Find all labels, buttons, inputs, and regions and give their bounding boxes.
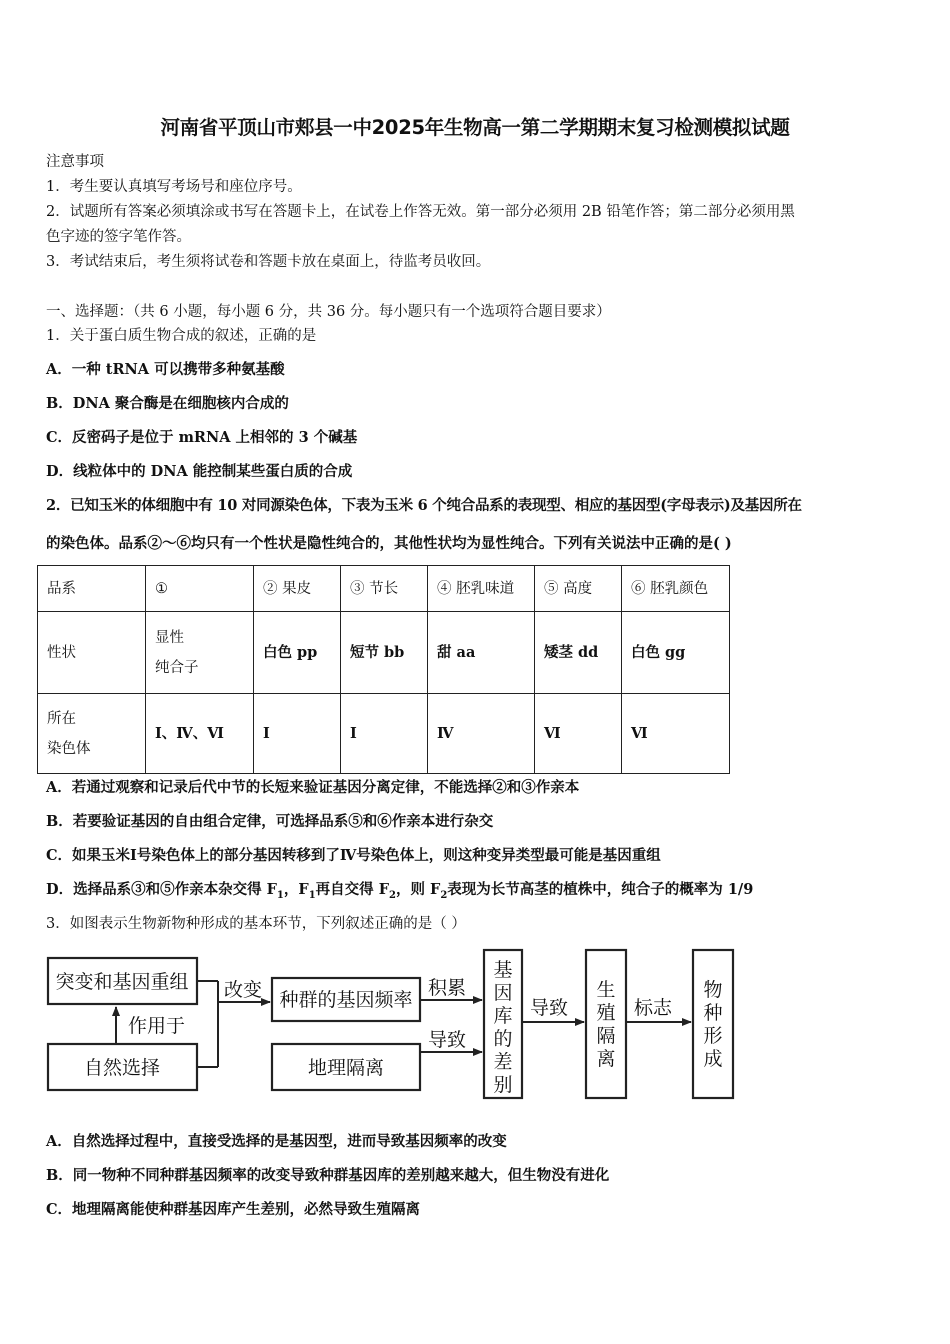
label-accumulate: 积累 [428, 977, 467, 999]
table-header-cell: ④ 胚乳味道 [428, 566, 535, 612]
q1-option-b: B．DNA 聚合酶是在细胞核内合成的 [46, 395, 289, 412]
table-header-cell: ① [146, 566, 254, 612]
table-cell: Ⅳ [428, 694, 535, 774]
notice-item: 3．考试结束后，考生须将试卷和答题卡放在桌面上，待监考员收回。 [46, 254, 491, 270]
table-cell: I [254, 694, 341, 774]
table-header-cell: ③ 节长 [341, 566, 428, 612]
gene-pool-char: 的 [493, 1028, 513, 1050]
repro-char: 隔 [596, 1025, 616, 1047]
q2-option-a: A．若通过观察和记录后代中节的长短来验证基因分离定律，不能选择②和③作亲本 [46, 779, 580, 796]
q2-stem-line2: 的染色体。品系②～⑥均只有一个性状是隐性纯合的，其他性状均为显性纯合。下列有关说法中正确的是( ) [46, 535, 732, 552]
q3-option-a: A．自然选择过程中，直接受选择的是基因型，进而导致基因频率的改变 [46, 1133, 507, 1150]
notice-item: 1．考生要认真填写考场号和座位序号。 [46, 179, 302, 195]
table-cell: 白色 pp [254, 612, 341, 694]
q1-option-a: A．一种 tRNA 可以携带多种氨基酸 [46, 361, 285, 378]
table-cell: I [341, 694, 428, 774]
q1-option-c: C．反密码子是位于 mRNA 上相邻的 3 个碱基 [46, 429, 358, 446]
label-cause-1: 导致 [428, 1029, 467, 1051]
table-cell: Ⅵ [622, 694, 730, 774]
table-cell: 性状 [38, 612, 146, 694]
notice-item: 2．试题所有答案必须填涂或书写在答题卡上，在试卷上作答无效。第一部分必须用 2B 铅笔作答；第二部分必须用黑 [46, 204, 795, 220]
label-cause-2: 导致 [530, 997, 569, 1019]
repro-char: 离 [596, 1048, 616, 1070]
species-char: 物 [703, 979, 723, 1001]
gene-pool-char: 基 [493, 959, 513, 981]
q3-option-b: B．同一物种不同种群基因频率的改变导致种群基因库的差别越来越大，但生物没有进化 [46, 1167, 610, 1184]
box-selection-text: 自然选择 [83, 1057, 161, 1079]
species-char: 形 [703, 1025, 723, 1047]
q3-stem: 3．如图表示生物新物种形成的基本环节，下列叙述正确的是（ ） [46, 916, 466, 932]
q2-option-d: D．选择品系③和⑤作亲本杂交得 $F_1$，$F_1$再自交得 $F_2$，则 $F_2$表现为长节高茎的植株中，纯合子的概率为 1/9 [46, 881, 754, 901]
notice-heading: 注意事项 [46, 154, 104, 170]
box-mutation-text: 突变和基因重组 [55, 971, 189, 993]
table-cell: Ⅵ [535, 694, 622, 774]
label-change: 改变 [224, 979, 263, 1001]
box-species-formation [693, 950, 733, 1098]
table-header-cell: ⑤ 高度 [535, 566, 622, 612]
table-cell: 短节 bb [341, 612, 428, 694]
gene-pool-char: 别 [493, 1074, 513, 1096]
repro-char: 殖 [596, 1002, 616, 1024]
box-frequency-text: 种群的基因频率 [279, 989, 413, 1011]
q2-option-c: C．如果玉米Ⅰ号染色体上的部分基因转移到了Ⅳ号染色体上，则这种变异类型最可能是基因重组 [46, 847, 661, 864]
table-cell: 白色 gg [622, 612, 730, 694]
label-mark: 标志 [634, 997, 673, 1019]
label-acts-on: 作用于 [128, 1015, 186, 1037]
q2-option-b: B．若要验证基因的自由组合定律，可选择品系⑤和⑥作亲本进行杂交 [46, 813, 494, 830]
q3-option-c: C．地理隔离能使种群基因库产生差别，必然导致生殖隔离 [46, 1201, 421, 1218]
table-cell: 显性 纯合子 [146, 612, 254, 694]
q1-option-d: D．线粒体中的 DNA 能控制某些蛋白质的合成 [46, 463, 353, 480]
species-char: 种 [703, 1002, 723, 1024]
q1-stem: 1．关于蛋白质生物合成的叙述，正确的是 [46, 328, 317, 344]
table-header-cell: ⑥ 胚乳颜色 [622, 566, 730, 612]
species-char: 成 [703, 1048, 723, 1070]
table-cell: 所在 染色体 [38, 694, 146, 774]
repro-char: 生 [596, 979, 616, 1001]
table-cell: I、Ⅳ、Ⅵ [146, 694, 254, 774]
table-cell: 甜 aa [428, 612, 535, 694]
gene-pool-char: 差 [493, 1051, 513, 1073]
gene-pool-char: 库 [493, 1005, 513, 1027]
table-header-cell: 品系 [38, 566, 146, 612]
gene-pool-char: 因 [493, 982, 513, 1004]
page-title: 河南省平顶山市郏县一中2025年生物高一第二学期期末复习检测模拟试题 [160, 116, 790, 139]
box-geo-text: 地理隔离 [307, 1057, 385, 1079]
notice-item: 色字迹的签字笔作答。 [46, 229, 191, 245]
section-heading: 一、选择题：（共 6 小题，每小题 6 分，共 36 分。每小题只有一个选项符合题目要求） [46, 304, 611, 320]
q2-stem-line1: 2．已知玉米的体细胞中有 10 对同源染色体，下表为玉米 6 个纯合品系的表现型、相应的基因型(字母表示)及基因所在 [46, 497, 802, 514]
table-header-cell: ② 果皮 [254, 566, 341, 612]
table-cell: 矮茎 dd [535, 612, 622, 694]
box-reproductive-isolation [586, 950, 626, 1098]
